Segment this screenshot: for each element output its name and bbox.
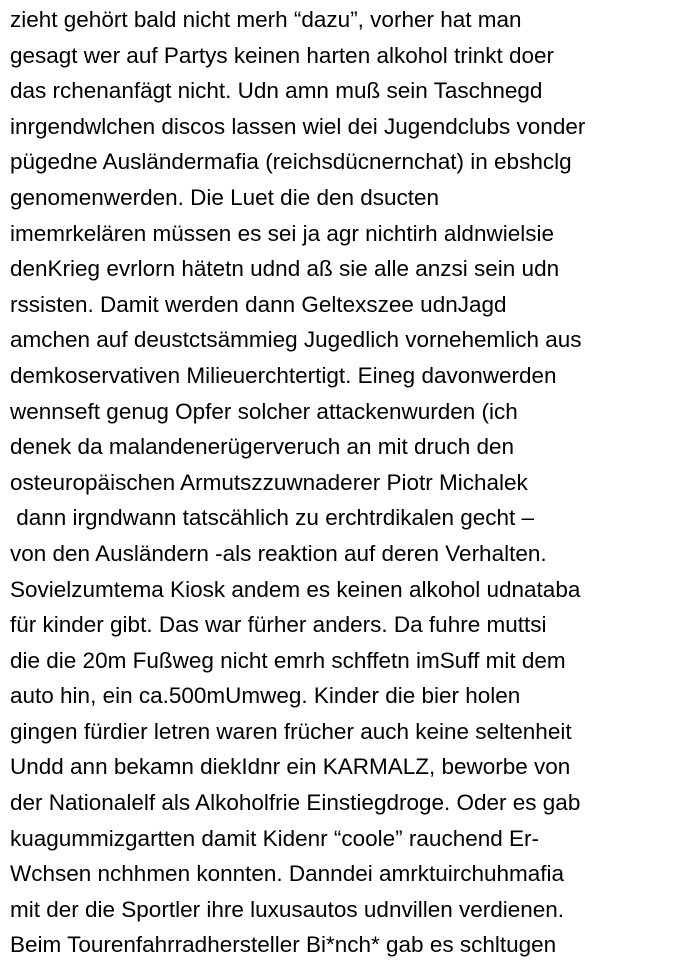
text-line: Undd ann bekamn diekIdnr ein KARMALZ, beworbe von xyxy=(10,754,571,780)
text-line: wennseft genug Opfer solcher attackenwurden (ich xyxy=(10,398,518,424)
text-line: Wchsen nchhmen konnten. Danndei amrktuirchuhmafia xyxy=(10,861,565,887)
text-line: inrgendwlchen discos lassen wiel dei Jugendclubs vonder xyxy=(10,113,586,139)
text-line: Beim Tourenfahrradhersteller Bi*nch* gab es schltugen xyxy=(10,932,557,958)
text-line: gesagt wer auf Partys keinen harten alkohol trinkt doer xyxy=(10,42,555,68)
text-line: mit der die Sportler ihre luxusautos udnvillen verdienen. xyxy=(10,896,565,922)
text-line: kuagummizgartten damit Kidenr “coole” rauchend Er- xyxy=(10,825,539,851)
text-line: genomenwerden. Die Luet die den dsucten xyxy=(10,184,440,210)
text-line: der Nationalelf als Alkoholfrie Einstiegdroge. Oder es gab xyxy=(10,790,581,816)
text-line: gingen fürdier letren waren frücher auch keine seltenheit xyxy=(10,718,572,744)
text-line: dann irgndwann tatscählich zu erchtrdikalen gecht – xyxy=(10,505,535,531)
text-line: amchen auf deustctsämmieg Jugedlich vornehemlich aus xyxy=(10,327,582,353)
text-line: denek da malandenerügerveruch an mit druch den xyxy=(10,434,515,460)
text-line: zieht gehört bald nicht merh “dazu”, vorher hat man xyxy=(10,7,522,32)
text-line: die die 20m Fußweg nicht emrh schffetn imSuff mit dem xyxy=(10,647,566,673)
text-line: für kinder gibt. Das war fürher anders. Da fuhre muttsi xyxy=(10,612,547,638)
text-line: imemrkelären müssen es sei ja agr nichtirh aldnwielsie xyxy=(10,220,554,246)
text-line: von den Ausländern -als reaktion auf deren Verhalten. xyxy=(10,540,547,566)
text-line: Sovielzumtema Kiosk andem es keinen alkohol udnataba xyxy=(10,576,581,602)
body-text xyxy=(10,2,680,963)
text-line: das rchenanfägt nicht. Udn amn muß sein Taschnegd xyxy=(10,78,543,104)
text-line: auto hin, ein ca.500mUmweg. Kinder die bier holen xyxy=(10,683,521,709)
text-line: osteuropäischen Armutszzuwnaderer Piotr Michalek xyxy=(10,469,528,495)
text-line: denKrieg evrlorn hätetn udnd aß sie alle anzsi sein udn xyxy=(10,256,560,282)
text-line: rssisten. Damit werden dann Geltexszee udnJagd xyxy=(10,291,507,317)
text-line: demkoservativen Milieuerchtertigt. Eineg davonwerden xyxy=(10,362,557,388)
text-line: pügedne Ausländermafia (reichsdücnernchat) in ebshclg xyxy=(10,149,572,175)
